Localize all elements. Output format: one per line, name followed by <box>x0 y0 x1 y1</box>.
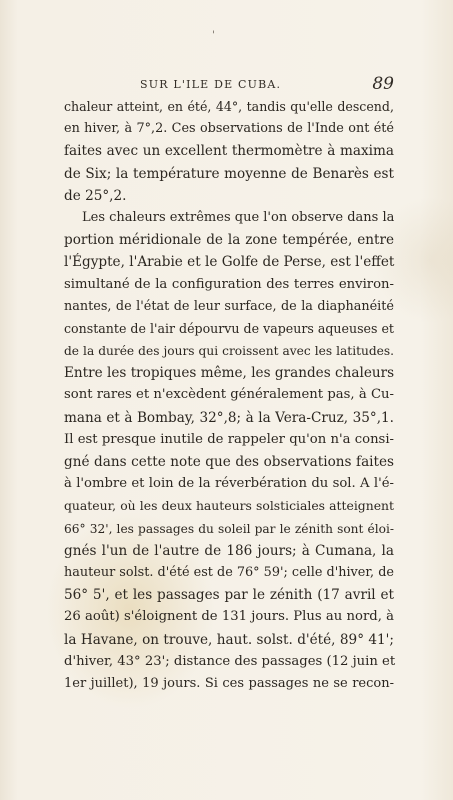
text-line: gné dans cette note que des observations faites <box>64 454 394 470</box>
text-line: sont rares et n'excèdent généralement pas, à Cu- <box>64 387 394 403</box>
text-line: simultané de la configuration des terres environ- <box>64 276 394 292</box>
text-line: d'hiver, 43° 23'; distance des passages (12 juin et <box>64 653 396 669</box>
text-line: de Six; la température moyenne de Benarès est <box>64 165 394 182</box>
running-head <box>64 75 394 95</box>
text-line: 26 août) s'éloignent de 131 jours. Plus au nord, à <box>64 609 394 625</box>
text-line: constante de l'air dépourvu de vapeurs aqueuses et <box>64 320 394 336</box>
text-line: la Havane, on trouve, haut. solst. d'été, 89° 41'; <box>64 631 394 648</box>
text-line: en hiver, à 7°,2. Ces observations de l'Inde ont été <box>64 121 394 137</box>
body-text <box>64 96 394 695</box>
text-line: nantes, de l'état de leur surface, de la diaphanéité <box>64 298 394 314</box>
text-line: Les chaleurs extrêmes que l'on observe dans la <box>82 209 395 225</box>
text-line: 1er juillet), 19 jours. Si ces passages ne se recon- <box>64 675 394 691</box>
text-line: 56° 5', et les passages par le zénith (17 avril et <box>64 587 394 604</box>
text-line: de la durée des jours qui croissent avec les latitudes. <box>64 344 394 359</box>
text-line: 66° 32', les passages du soleil par le zénith sont éloi- <box>64 521 394 536</box>
running-title: SUR L'ILE DE CUBA. <box>140 78 282 91</box>
text-line: hauteur solst. d'été est de 76° 59'; celle d'hiver, de <box>64 564 394 580</box>
text-line: quateur, où les deux hauteurs solsticiales atteignent <box>64 498 394 514</box>
text-line: de 25°,2. <box>64 187 127 204</box>
printer-mark: ' <box>212 30 215 41</box>
text-line: chaleur atteint, en été, 44°, tandis qu'elle descend, <box>64 99 394 114</box>
text-line: mana et à Bombay, 32°,8; à la Vera-Cruz, 35°,1. <box>64 409 394 426</box>
page-number: 89 <box>372 74 394 94</box>
text-line: à l'ombre et loin de la réverbération du sol. A l'é- <box>64 476 394 492</box>
text-line: portion méridionale de la zone tempérée, entre <box>64 232 394 249</box>
text-line: Entre les tropiques même, les grandes chaleurs <box>64 365 395 382</box>
text-line: Il est presque inutile de rappeler qu'on n'a consi- <box>64 431 394 447</box>
text-line: l'Égypte, l'Arabie et le Golfe de Perse, est l'effet <box>64 254 395 271</box>
text-line: gnés l'un de l'autre de 186 jours; à Cumana, la <box>64 542 394 559</box>
text-line: faites avec un excellent thermomètre à maxima <box>64 143 394 160</box>
